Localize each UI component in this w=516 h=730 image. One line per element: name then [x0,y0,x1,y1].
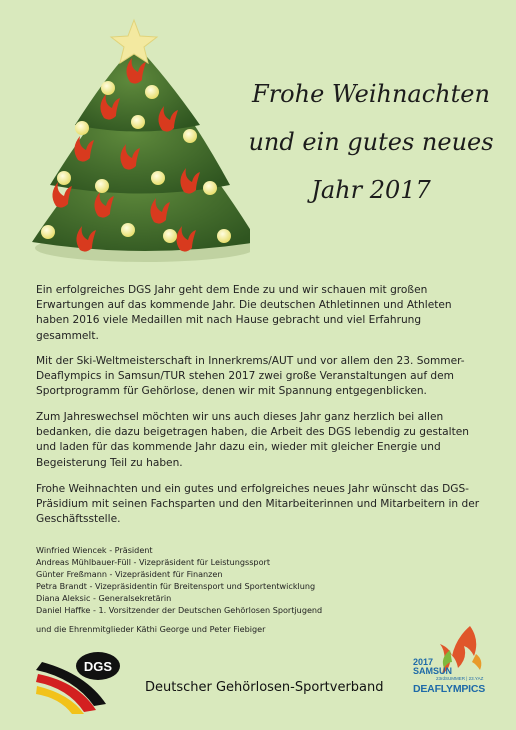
deaflympics-brand: DEAFLYMPICS [413,683,486,695]
paragraph-1: Ein erfolgreiches DGS Jahr geht dem Ende zu und wir schauen mit großen Erwartungen auf das kommende Jahr. Die deutschen Athletinnen und Athleten haben 2016 viele Medaillen mit nach Hause gebracht und viel Erfahrung gesammelt. [36,284,452,342]
deaflympics-city: SAMSUN [413,666,453,676]
team-member: Winfried Wiencek - Präsident [36,545,153,555]
paragraph-4: Frohe Weihnachten und ein gutes und erfolgreiches neues Jahr wünscht das DGS-Präsidium mit seinen Fachsparten und den Mitarbeiterinnen und Mitarbeitern in der Geschäftsstelle. [36,483,480,526]
greeting-line-2: und ein gutes neues [248,128,494,156]
organization-name: Deutscher Gehörlosen-Sportverband [145,680,384,695]
ornament-icon [183,129,197,143]
ornament-icon [163,229,177,243]
dgs-logo-letters: DGS [83,659,113,674]
dgs-logo [34,648,132,714]
ornament-icon [145,85,159,99]
ornament-icon [217,229,231,243]
ornament-icon [95,179,109,193]
ornament-icon [75,121,89,135]
team-member: Günter Freßmann - Vizepräsident für Finanzen [36,569,223,580]
ornament-icon [131,115,145,129]
team-member: Daniel Haffke - 1. Vorsitzender der Deutschen Gehörlosen Sportjugend [36,605,323,616]
honorary-members: und die Ehrenmitglieder Käthi George und Peter Fiebiger [36,624,266,634]
ornament-icon [101,81,115,95]
paragraph-2: Mit der Ski-Weltmeisterschaft in Innerkrems/AUT und vor allem den 23. Sommer-Deaflympics in Samsun/TUR stehen 2017 zwei große Veranstaltungen auf dem Sportprogramm für Gehörlose, denen wir mit Spannung entgegenblicken. [36,355,465,398]
team-member: Petra Brandt - Vizepräsidentin für Breitensport und Sportentwicklung [36,581,316,592]
team-member: Diana Aleksic - Generalsekretärin [36,593,172,604]
ornament-icon [203,181,217,195]
team-member: Andreas Mühlbauer-Füll - Vizepräsident für Leistungssport [36,557,271,568]
deaflympics-subtitle: 23rdSUMMER | 23.YAZ [436,676,484,681]
greeting-line-3: Jahr 2017 [311,176,431,204]
team-list [36,544,476,617]
greeting-line-1: Frohe Weihnachten [252,80,490,108]
christmas-tree-illustration [20,10,250,270]
ornament-icon [121,223,135,237]
ornament-icon [57,171,71,185]
ornament-icon [41,225,55,239]
ornament-icon [151,171,165,185]
deaflympics-year: 2017 [413,657,434,667]
paragraph-3: Zum Jahreswechsel möchten wir uns auch dieses Jahr ganz herzlich bei allen bedanken, die dazu beigetragen haben, die Arbeit des DGS lebendig zu gestalten und laden für das kommende Jahr dazu ein, wieder mit gleicher Energie und Begeisterung Teil zu haben. [36,411,469,469]
